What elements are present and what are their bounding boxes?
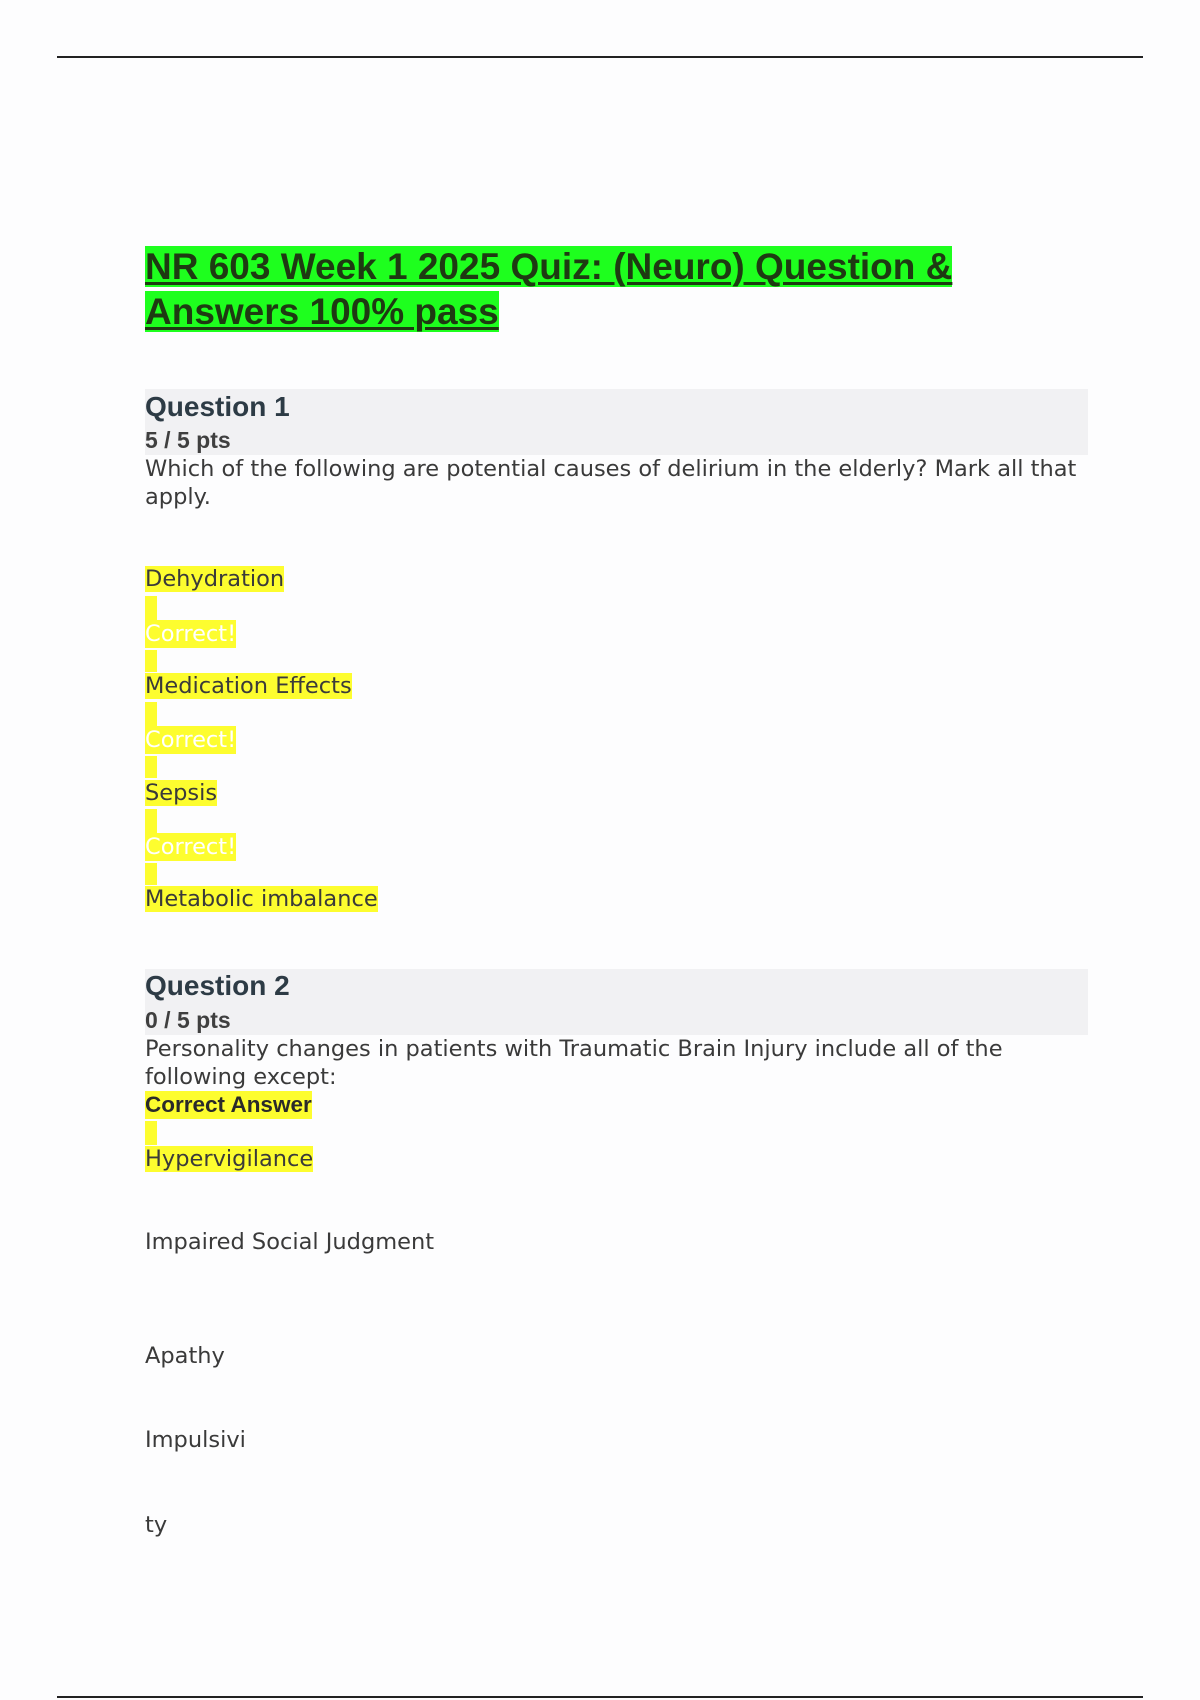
question-2-title: Question 2: [145, 970, 290, 1001]
q1-correct-label: Correct!: [145, 621, 237, 647]
q1-answer-marker: [145, 596, 157, 620]
q2-answer-impulsivity-part2: ty: [145, 1512, 168, 1538]
question-2-text: Personality changes in patients with Traumatic Brain Injury include all of the following except:: [145, 1036, 1003, 1090]
document-title-text: NR 603 Week 1 2025 Quiz: (Neuro) Question & Answers 100% pass: [145, 246, 953, 332]
q2-answer-hypervigilance: Hypervigilance: [145, 1146, 314, 1172]
q1-answer-medication-effects: Medication Effects: [145, 673, 352, 699]
q1-answer-marker: [145, 756, 157, 778]
q1-correct-label: Correct!: [145, 727, 237, 753]
q1-answer-metabolic-imbalance: Metabolic imbalance: [145, 886, 378, 912]
page-top-rule: [57, 56, 1143, 58]
q1-answer-sepsis: Sepsis: [145, 780, 218, 806]
question-1-title: Question 1: [145, 391, 290, 422]
q1-answer-marker: [145, 809, 157, 833]
q2-answer-impulsivity-part1: Impulsivi: [145, 1427, 246, 1453]
q1-answer-marker: [145, 863, 157, 885]
q1-answer-marker: [145, 650, 157, 672]
document-title: [145, 244, 1075, 334]
q2-answer-apathy: Apathy: [145, 1343, 225, 1369]
q2-answer-impaired-social-judgment: Impaired Social Judgment: [145, 1229, 435, 1255]
q2-correct-answer-label: Correct Answer: [145, 1092, 312, 1117]
q1-correct-label: Correct!: [145, 834, 237, 860]
question-1-points: 5 / 5 pts: [145, 427, 231, 453]
page-bottom-rule: [57, 1696, 1143, 1698]
question-2-points: 0 / 5 pts: [145, 1007, 231, 1033]
q1-answer-marker: [145, 702, 157, 726]
q1-answer-dehydration: Dehydration: [145, 566, 285, 592]
question-1-text: Which of the following are potential causes of delirium in the elderly? Mark all that apply.: [145, 456, 1077, 510]
q2-answer-marker: [145, 1121, 157, 1145]
